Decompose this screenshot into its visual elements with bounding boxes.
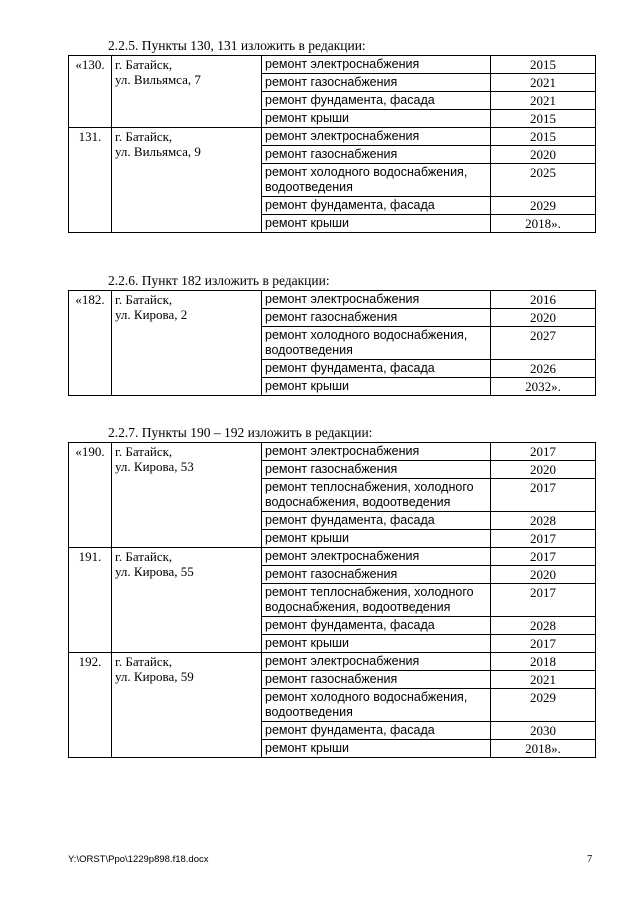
- work-year: 2021: [491, 92, 596, 110]
- address-city: г. Батайск,: [115, 654, 173, 669]
- item-address: [112, 653, 262, 758]
- work-year: 2015: [491, 128, 596, 146]
- work-year: 2017: [491, 530, 596, 548]
- work-year: 2028: [491, 617, 596, 635]
- work-year: 2028: [491, 512, 596, 530]
- work-type: ремонт крыши: [262, 740, 491, 758]
- work-type: ремонт фундамента, фасада: [262, 512, 491, 530]
- item-address: [112, 128, 262, 233]
- repair-table: [68, 442, 596, 758]
- section-title: 2.2.7. Пункты 190 – 192 изложить в редакции:: [108, 425, 373, 440]
- address-street: ул. Вильямса, 7: [115, 72, 201, 87]
- table-row: [69, 653, 596, 671]
- item-address: [112, 443, 262, 548]
- address-street: ул. Вильямса, 9: [115, 144, 201, 159]
- work-year: 2021: [491, 671, 596, 689]
- work-type: ремонт крыши: [262, 635, 491, 653]
- work-year: 2018».: [491, 215, 596, 233]
- work-type: ремонт холодного водоснабжения, водоотведения: [262, 327, 491, 360]
- work-type: ремонт теплоснабжения, холодного водоснабжения, водоотведения: [262, 584, 491, 617]
- table-row: [69, 291, 596, 309]
- address-city: г. Батайск,: [115, 444, 173, 459]
- page-number: 7: [587, 854, 593, 865]
- work-type: ремонт фундамента, фасада: [262, 360, 491, 378]
- work-type: ремонт теплоснабжения, холодного водоснабжения, водоотведения: [262, 479, 491, 512]
- section-title: 2.2.6. Пункт 182 изложить в редакции:: [108, 273, 330, 288]
- table-row: [69, 548, 596, 566]
- item-number: «182.: [69, 291, 112, 396]
- address-city: г. Батайск,: [115, 549, 173, 564]
- table-row: [69, 56, 596, 74]
- work-type: ремонт электроснабжения: [262, 291, 491, 309]
- address-street: ул. Кирова, 2: [115, 307, 188, 322]
- footer-file-path: Y:\ORST\Ppo\1229p898.f18.docx: [68, 854, 209, 865]
- section-title: 2.2.5. Пункты 130, 131 изложить в редакции:: [108, 38, 366, 53]
- address-street: ул. Кирова, 55: [115, 564, 194, 579]
- work-type: ремонт электроснабжения: [262, 443, 491, 461]
- address-city: г. Батайск,: [115, 292, 173, 307]
- repair-table: [68, 290, 596, 396]
- work-year: 2020: [491, 461, 596, 479]
- work-year: 2018».: [491, 740, 596, 758]
- work-year: 2025: [491, 164, 596, 197]
- work-year: 2027: [491, 327, 596, 360]
- work-type: ремонт газоснабжения: [262, 566, 491, 584]
- work-type: ремонт крыши: [262, 378, 491, 396]
- work-year: 2017: [491, 443, 596, 461]
- work-year: 2015: [491, 56, 596, 74]
- work-year: 2018: [491, 653, 596, 671]
- work-year: 2020: [491, 146, 596, 164]
- work-year: 2017: [491, 584, 596, 617]
- work-year: 2017: [491, 479, 596, 512]
- address-city: г. Батайск,: [115, 129, 173, 144]
- item-address: [112, 291, 262, 396]
- work-type: ремонт фундамента, фасада: [262, 722, 491, 740]
- work-type: ремонт крыши: [262, 530, 491, 548]
- work-type: ремонт электроснабжения: [262, 56, 491, 74]
- address-street: ул. Кирова, 59: [115, 669, 194, 684]
- repair-table: [68, 55, 596, 233]
- work-type: ремонт газоснабжения: [262, 74, 491, 92]
- work-type: ремонт холодного водоснабжения, водоотведения: [262, 164, 491, 197]
- work-year: 2015: [491, 110, 596, 128]
- work-type: ремонт крыши: [262, 215, 491, 233]
- item-number: «130.: [69, 56, 112, 128]
- work-year: 2017: [491, 548, 596, 566]
- item-number: «190.: [69, 443, 112, 548]
- work-type: ремонт электроснабжения: [262, 653, 491, 671]
- work-year: 2017: [491, 635, 596, 653]
- item-address: [112, 56, 262, 128]
- table-row: [69, 128, 596, 146]
- work-type: ремонт газоснабжения: [262, 146, 491, 164]
- work-type: ремонт фундамента, фасада: [262, 617, 491, 635]
- work-year: 2016: [491, 291, 596, 309]
- work-year: 2029: [491, 197, 596, 215]
- address-street: ул. Кирова, 53: [115, 459, 194, 474]
- item-number: 191.: [69, 548, 112, 653]
- work-type: ремонт крыши: [262, 110, 491, 128]
- work-type: ремонт холодного водоснабжения, водоотведения: [262, 689, 491, 722]
- work-type: ремонт фундамента, фасада: [262, 92, 491, 110]
- table-row: [69, 443, 596, 461]
- item-number: 192.: [69, 653, 112, 758]
- work-year: 2032».: [491, 378, 596, 396]
- work-year: 2029: [491, 689, 596, 722]
- work-year: 2020: [491, 309, 596, 327]
- work-type: ремонт фундамента, фасада: [262, 197, 491, 215]
- work-type: ремонт электроснабжения: [262, 128, 491, 146]
- work-type: ремонт газоснабжения: [262, 671, 491, 689]
- item-number: 131.: [69, 128, 112, 233]
- work-type: ремонт газоснабжения: [262, 309, 491, 327]
- work-year: 2030: [491, 722, 596, 740]
- work-year: 2021: [491, 74, 596, 92]
- work-year: 2026: [491, 360, 596, 378]
- work-type: ремонт электроснабжения: [262, 548, 491, 566]
- address-city: г. Батайск,: [115, 57, 173, 72]
- work-type: ремонт газоснабжения: [262, 461, 491, 479]
- work-year: 2020: [491, 566, 596, 584]
- item-address: [112, 548, 262, 653]
